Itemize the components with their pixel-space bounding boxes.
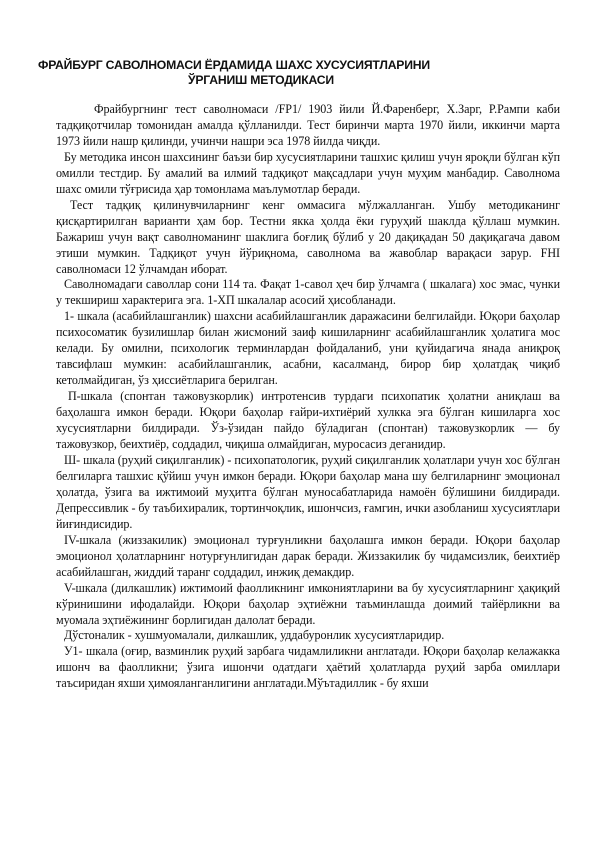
paragraph-scale-6: У1- шкала (оғир, вазминлик руҳий зарбага чидамлиликни англатади. Юқори баҳолар келажакка ишонч ва фаолликни; ўзига ишончи одатдаги ҳаётий ҳолатларда руҳий зарба омиллари таъсиридан яхши ҳимояланганлигини англатади.Мўътадиллик - бу яхши bbox=[56, 644, 560, 691]
document-body bbox=[56, 102, 560, 692]
paragraph-test-usage: Тест тадқиқ қилинувчиларнинг кенг оммасига мўлжалланган. Ушбу методиканинг қисқартирилган варианти ҳам бор. Тестни якка ҳолда ёки гуруҳий шаклда қўллаш мумкин. Бажариш учун вақт саволноманинг шаклига боғлиқ бўлиб у 20 дақиқадан 50 дақиқагача давом этиши мумкин. Тадқиқот учун йўриқнома, саволнома ва жавоблар варақаси зарур. FHI саволномаси 12 ўлчамдан иборат. bbox=[56, 197, 560, 276]
title-line-2: ЎРГАНИШ МЕТОДИКАСИ bbox=[188, 73, 334, 87]
paragraph-friendliness: Дўстоналик - хушмуомалали, дилкашлик, уддабуронлик хусусиятларидир. bbox=[64, 628, 445, 643]
paragraph-method-purpose: Бу методика инсон шахсининг баъзи бир хусусиятларини ташхис қилиш учун яроқли бўлган кўп омилли тестдир. Бу амалий ва илмий тадқиқот мақсадлари учун муҳим манбадир. Саволнома шахс омили тўғрисида ҳар томонлама маълумотлар беради. bbox=[56, 149, 560, 196]
title-line-1: ФРАЙБУРГ САВОЛНОМАСИ ЁРДАМИДА ШАХС ХУСУСИЯТЛАРИНИ bbox=[38, 58, 430, 72]
paragraph-question-count: Саволномадаги саволлар сони 114 та. Фақат 1-савол ҳеч бир ўлчамга ( шкалага) хос эмас, чунки у текшириш характерига эга. 1-XП шкалалар асосий ҳисобланади. bbox=[56, 277, 560, 308]
document-title bbox=[20, 58, 580, 88]
paragraph-scale-3: Ш- шкала (руҳий сиқилганлик) - психопатологик, руҳий сиқилганлик ҳолатлари учун хос бўлган белгиларга ташхис қўйиш учун имкон беради. Юқори баҳолар мана шу белгиларнинг эмоционал ҳолатда, ўзига ва ижтимоий муҳитга бўлган муносабатларида намоён бўлишини билдиради. Депрессивлик - бу таъбихиралик, тортинчоқлик, ишончсиз, ғамгин, ички азобланиш хусусиятлари йиғиндисидир. bbox=[56, 452, 561, 531]
paragraph-scale-1: 1- шкала (асабийлашганлик) шахсни асабийлашганлик даражасини белгилайди. Юқори баҳолар психосоматик бузилишлар билан жисмоний заиф кишиларнинг асабийлашганлик ҳолатига мос келади. Бу омилни, психологик терминлардан фойдаланиб, уни қуйидагича янада аниқроқ тавсифлаш мумкин: асабийлашганлик, асабни, касалманд, бирор бир ҳолатдақ чиқиб кетолмайдиган, ўз ҳиссиётларига берилган. bbox=[56, 309, 560, 388]
paragraph-scale-2: П-шкала (спонтан тажовузкорлик) интротенсив турдаги психопатик ҳолатни аниқлаш ва баҳолашга имкон беради. Юқори баҳолар ғайри-ихтиёрий хулкка эга бўлган кишиларга хос хусусиятларни билдиради. Ўз-ўзидан пайдо бўладиган (спонтан) тажовузкорлик — бу тажовузкор, беихтиёр, соддадил, чиқиша олмайдиган, муросасиз деганидир. bbox=[56, 389, 560, 452]
paragraph-scale-4: IV-шкала (жиззакилик) эмоционал турғунликни баҳолашга имкон беради. Юқори баҳолар эмоционол ҳолатларнинг нотурғунлигидан дарак беради. Жиззакилик бу чидамсизлик, беихтиёр асабийлашган, жиддий таранг соддадил, инжиқ демакдир. bbox=[56, 532, 560, 579]
paragraph-scale-5: V-шкала (дилкашлик) ижтимоий фаолликнинг имкониятларини ва бу хусусиятларнинг ҳақиқий кўринишини ифодалайди. Юқори баҳолар эҳтиёжни таъминлашда доимий тайёрликни ва муомала эҳтиёжининг борлигидан далолат беради. bbox=[56, 580, 560, 627]
paragraph-intro: Фрайбургнинг тест саволномаси /FP1/ 1903 йили Й.Фаренберг, Х.Зарг, Р.Рампи каби тадқиқотчилар томонидан амалда қўлланилди. Тест биринчи марта 1970 йили, иккинчи марта 1973 йили нашр қилинди, учинчи нашри эса 1978 йилда чиқди. bbox=[56, 102, 560, 148]
